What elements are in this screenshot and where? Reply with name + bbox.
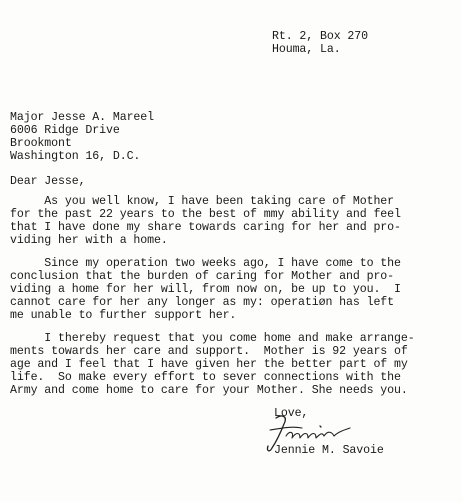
return-address-line: Rt. 2, Box 270	[272, 30, 369, 43]
closing: Love,	[274, 407, 309, 420]
paragraph-line: As you well know, I have been taking care of Mother	[10, 195, 395, 208]
return-address-line: Houma, La.	[272, 43, 341, 56]
recipient-line: Washington 16, D.C.	[10, 150, 141, 163]
paragraph-line: Army and come home to care for your Mother. She needs you.	[10, 384, 408, 397]
recipient-line: Major Jesse A. Mareel	[10, 111, 155, 124]
paragraph-line: cannot care for her any longer as my: operatiøn has left	[10, 296, 395, 309]
paragraph-line: age and I feel that I have given her the better part of my	[10, 358, 408, 371]
salutation: Dear Jesse,	[10, 175, 86, 188]
paragraph-line: for the past 22 years to the best of mmy ability and feel	[10, 208, 401, 221]
paragraph-line: viding a home for her will, from now on, be up to you. I	[10, 283, 401, 296]
paragraph-line: life. So make every effort to sever connections with the	[10, 371, 401, 384]
paragraph-line: me unable to further support her.	[10, 309, 237, 322]
paragraph-line: ments towards her care and support. Mother is 92 years of	[10, 345, 408, 358]
paragraph-line: conclusion that the burden of caring for Mother and pro-	[10, 270, 395, 283]
paragraph-line: viding her with a home.	[10, 234, 168, 247]
recipient-line: 6006 Ridge Drive	[10, 124, 120, 137]
typed-signature-name: Jennie M. Savoie	[274, 444, 384, 457]
paragraph-line: that I have done my share towards caring for her and pro-	[10, 221, 401, 234]
paragraph-line: I thereby request that you come home and make arrange-	[10, 332, 415, 345]
recipient-line: Brookmont	[10, 137, 72, 150]
paragraph-line: Since my operation two weeks ago, I have come to the	[10, 257, 401, 270]
